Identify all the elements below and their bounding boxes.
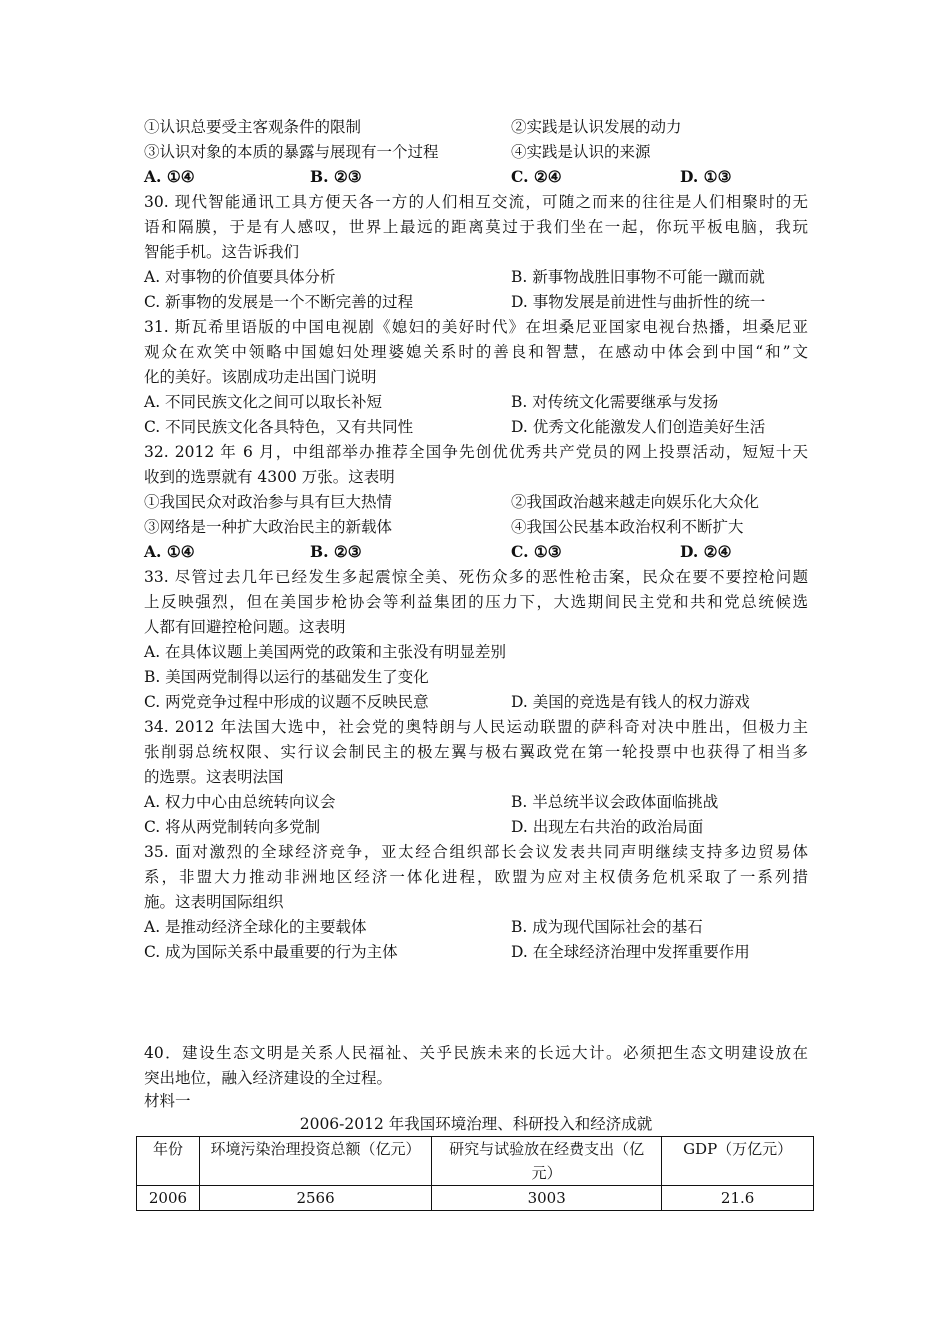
q29-option-d: D. ①③	[680, 167, 732, 186]
table-header-row	[137, 1137, 814, 1186]
q30-option-a: A. 对事物的价值要具体分析	[144, 268, 336, 286]
q32-option-d: D. ②④	[680, 542, 732, 561]
header-year: 年份	[137, 1137, 200, 1186]
q31-option-d: D. 优秀文化能激发人们创造美好生活	[511, 418, 766, 436]
q34-option-d: D. 出现左右共治的政治局面	[511, 818, 704, 836]
q32-statement-3: ③网络是一种扩大政治民主的新载体	[144, 518, 393, 536]
q34-option-a: A. 权力中心由总统转向议会	[144, 793, 336, 811]
q35-stem-line-1: 35. 面对激烈的全球经济竞争，亚太经合组织部长会议发表共同声明继续支持多边贸易体	[144, 843, 808, 861]
q30-stem-line-3: 智能手机。这告诉我们	[144, 243, 300, 261]
q32-option-b: B. ②③	[310, 542, 362, 561]
q35-stem-line-3: 施。这表明国际组织	[144, 893, 284, 911]
cell-rd-expenditure: 3003	[432, 1186, 662, 1211]
q30-stem-line-2: 语和隔膜，于是有人感叹，世界上最远的距离莫过于我们坐在一起，你玩平板电脑，我玩	[144, 218, 808, 236]
q29-statement-2: ②实践是认识发展的动力	[511, 118, 682, 136]
q31-option-c: C. 不同民族文化各具特色，又有共同性	[144, 418, 414, 436]
q34-stem-line-2: 张削弱总统权限、实行议会制民主的极左翼与极右翼政党在第一轮投票中也获得了相当多	[144, 743, 808, 761]
q32-stem-line-2: 收到的选票就有 4300 万张。这表明	[144, 468, 395, 486]
q30-option-c: C. 新事物的发展是一个不断完善的过程	[144, 293, 414, 311]
q40-material-label: 材料一	[144, 1092, 191, 1110]
q31-option-b: B. 对传统文化需要继承与发扬	[511, 393, 719, 411]
q31-stem-line-3: 化的美好。该剧成功走出国门说明	[144, 368, 377, 386]
q34-stem-line-3: 的选票。这表明法国	[144, 768, 284, 786]
cell-gdp: 21.6	[662, 1186, 814, 1211]
q34-stem-line-1: 34. 2012 年法国大选中，社会党的奥特朗与人民运动联盟的萨科奇对决中胜出，但极力主	[144, 718, 808, 736]
q31-option-a: A. 不同民族文化之间可以取长补短	[144, 393, 383, 411]
data-table	[136, 1136, 814, 1211]
q33-option-d: D. 美国的竞选是有钱人的权力游戏	[511, 693, 750, 711]
q34-option-c: C. 将从两党制转向多党制	[144, 818, 321, 836]
q35-option-c: C. 成为国际关系中最重要的行为主体	[144, 943, 398, 961]
q40-stem-line-2: 突出地位，融入经济建设的全过程。	[144, 1069, 393, 1087]
q33-stem-line-1: 33. 尽管过去几年已经发生多起震惊全美、死伤众多的恶性枪击案，民众在要不要控枪问题	[144, 568, 808, 586]
q32-stem-line-1: 32. 2012 年 6 月，中组部举办推荐全国争先创优优秀共产党员的网上投票活动，短短十天	[144, 443, 808, 461]
header-gdp: GDP（万亿元）	[662, 1137, 814, 1186]
q29-option-a: A. ①④	[144, 167, 195, 186]
q40-stem-line-1: 40．建设生态文明是关系人民福祉、关乎民族未来的长远大计。必须把生态文明建设放在	[144, 1044, 808, 1062]
q30-option-d: D. 事物发展是前进性与曲折性的统一	[511, 293, 766, 311]
q33-option-c: C. 两党竞争过程中形成的议题不反映民意	[144, 693, 429, 711]
q29-statement-4: ④实践是认识的来源	[511, 143, 651, 161]
q32-statement-1: ①我国民众对政治参与具有巨大热情	[144, 493, 393, 511]
q35-option-a: A. 是推动经济全球化的主要载体	[144, 918, 367, 936]
q33-stem-line-3: 人都有回避控枪问题。这表明	[144, 618, 346, 636]
q34-option-b: B. 半总统半议会政体面临挑战	[511, 793, 719, 811]
q32-option-a: A. ①④	[144, 542, 195, 561]
q31-stem-line-1: 31. 斯瓦希里语版的中国电视剧《媳妇的美好时代》在坦桑尼亚国家电视台热播，坦桑尼亚	[144, 318, 808, 336]
header-rd-expenditure: 研究与试验放在经费支出（亿元）	[432, 1137, 662, 1186]
q35-stem-line-2: 系，非盟大力推动非洲地区经济一体化进程，欧盟为应对主权债务危机采取了一系列措	[144, 868, 808, 886]
q32-option-c: C. ①③	[511, 542, 562, 561]
q29-statement-3: ③认识对象的本质的暴露与展现有一个过程	[144, 143, 439, 161]
q33-stem-line-2: 上反映强烈，但在美国步枪协会等利益集团的压力下，大选期间民主党和共和党总统候选	[144, 593, 808, 611]
q29-statement-1: ①认识总要受主客观条件的限制	[144, 118, 362, 136]
q35-option-d: D. 在全球经济治理中发挥重要作用	[511, 943, 750, 961]
q30-stem-line-1: 30. 现代智能通讯工具方便天各一方的人们相互交流，可随之而来的往往是人们相聚时的无	[144, 193, 808, 211]
q33-option-a: A. 在具体议题上美国两党的政策和主张没有明显差别	[144, 643, 507, 661]
q31-stem-line-2: 观众在欢笑中领略中国媳妇处理婆媳关系时的善良和智慧，在感动中体会到中国“和”文	[144, 343, 808, 361]
q30-option-b: B. 新事物战胜旧事物不可能一蹴而就	[511, 268, 765, 286]
q33-option-b: B. 美国两党制得以运行的基础发生了变化	[144, 668, 429, 686]
cell-year: 2006	[137, 1186, 200, 1211]
q32-statement-4: ④我国公民基本政治权利不断扩大	[511, 518, 744, 536]
q32-statement-2: ②我国政治越来越走向娱乐化大众化	[511, 493, 760, 511]
header-env-investment: 环境污染治理投资总额（亿元）	[199, 1137, 431, 1186]
table-title: 2006-2012 年我国环境治理、科研投入和经济成就	[299, 1115, 653, 1133]
q29-option-b: B. ②③	[310, 167, 362, 186]
table-row	[137, 1186, 814, 1211]
cell-env-investment: 2566	[199, 1186, 431, 1211]
q35-option-b: B. 成为现代国际社会的基石	[511, 918, 703, 936]
q29-option-c: C. ②④	[511, 167, 562, 186]
